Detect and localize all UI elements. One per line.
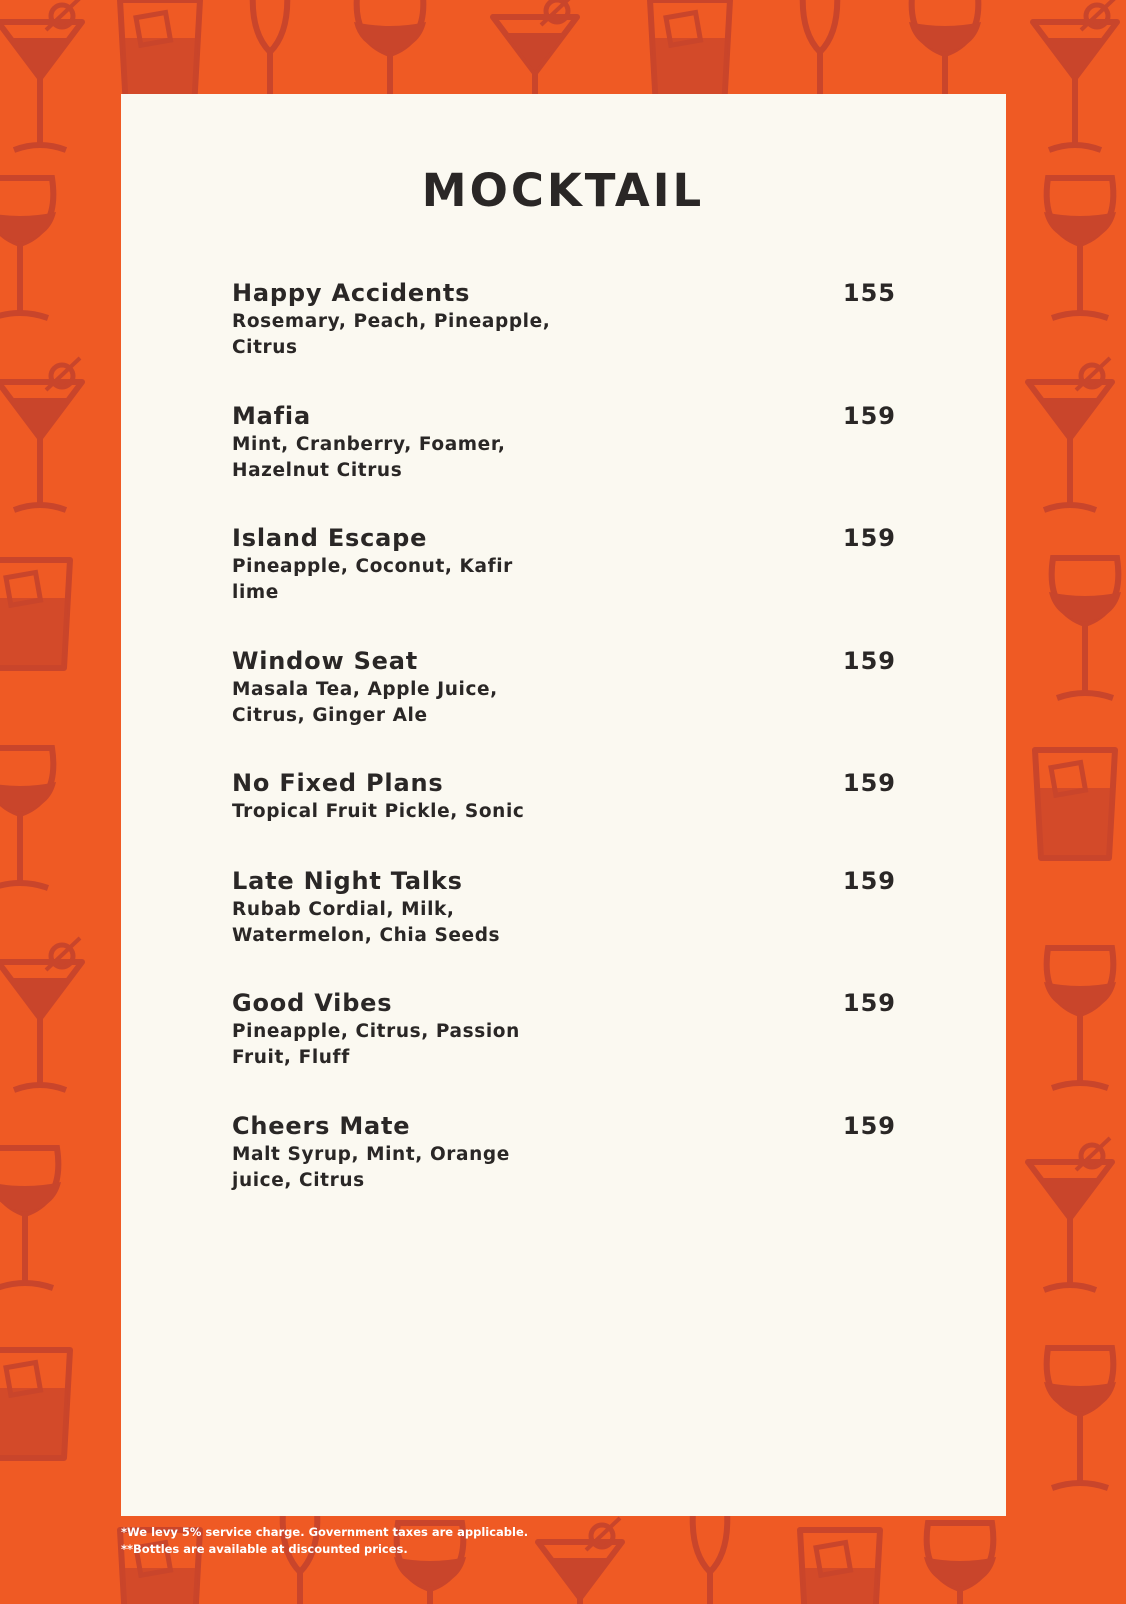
- item-price: 159: [842, 646, 896, 675]
- menu-item: [232, 865, 896, 988]
- menu-item: [232, 400, 896, 523]
- menu-item: [232, 767, 896, 865]
- menu-item: [232, 987, 896, 1110]
- item-price: 159: [842, 1111, 896, 1140]
- menu-title: MOCKTAIL: [421, 164, 705, 217]
- item-description: Pineapple, Citrus, Passion Fruit, Fluff: [232, 1021, 520, 1068]
- item-description: Rosemary, Peach, Pineapple, Citrus: [232, 311, 551, 358]
- footnotes: [121, 1524, 528, 1558]
- menu-list: [232, 277, 896, 1232]
- item-name: Happy Accidents: [232, 279, 471, 307]
- menu-item: [232, 277, 896, 400]
- item-price: 159: [842, 989, 896, 1017]
- service-charge-note: *We levy 5% service charge. Government taxes are applicable.: [121, 1525, 529, 1539]
- item-description: Malt Syrup, Mint, Orange juice, Citrus: [232, 1143, 510, 1191]
- item-name: Window Seat: [232, 646, 419, 675]
- item-description: Tropical Fruit Pickle, Sonic: [232, 801, 525, 822]
- item-price: 159: [842, 401, 896, 430]
- item-name: Cheers Mate: [232, 1111, 411, 1140]
- item-description: Masala Tea, Apple Juice, Citrus, Ginger Ale: [232, 678, 498, 726]
- bottles-note: **Bottles are available at discounted prices.: [121, 1542, 408, 1556]
- item-price: 159: [842, 769, 896, 797]
- item-price: 155: [842, 279, 896, 307]
- item-description: Pineapple, Coconut, Kafir lime: [232, 556, 513, 603]
- item-name: Mafia: [232, 401, 311, 430]
- menu-item: [232, 1110, 896, 1233]
- item-price: 159: [842, 524, 896, 552]
- item-name: Good Vibes: [232, 989, 393, 1017]
- item-name: No Fixed Plans: [232, 769, 444, 797]
- item-description: Rubab Cordial, Milk, Watermelon, Chia Seeds: [232, 898, 501, 946]
- item-description: Mint, Cranberry, Foamer, Hazelnut Citrus: [232, 433, 506, 481]
- item-price: 159: [842, 866, 896, 895]
- item-name: Island Escape: [232, 524, 428, 552]
- menu-item: [232, 645, 896, 768]
- menu-item: [232, 522, 896, 645]
- item-name: Late Night Talks: [232, 866, 463, 895]
